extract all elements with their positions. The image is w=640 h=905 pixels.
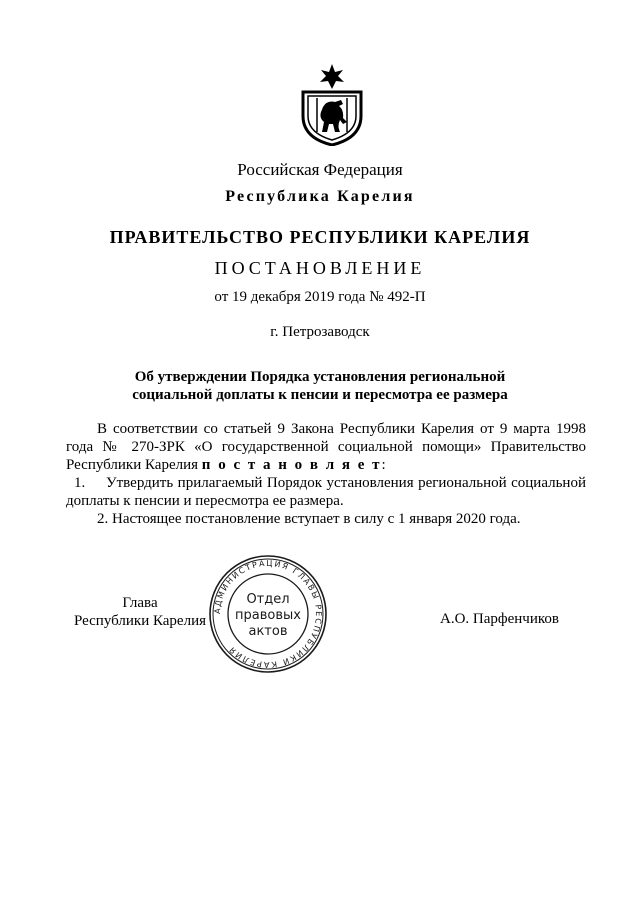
city: г. Петрозаводск — [270, 324, 370, 340]
country-name: Российская Федерация — [237, 160, 403, 179]
decrees-colon: : — [381, 457, 386, 473]
government-title: ПРАВИТЕЛЬСТВО РЕСПУБЛИКИ КАРЕЛИЯ — [109, 227, 531, 247]
decrees-word: п о с т а н о в л я е т — [201, 457, 382, 473]
signatory-title-line-1: Глава — [122, 595, 158, 611]
document-type: ПОСТАНОВЛЕНИЕ — [214, 258, 426, 278]
item-1-text: Утвердить прилагаемый Порядок установления региональной социальной доплаты к пенсии и пересмотра ее размера. — [66, 475, 586, 509]
decree-subject — [110, 368, 530, 404]
decree-body — [66, 420, 586, 528]
legal-department-stamp — [207, 553, 329, 675]
stamp-line-1: Отдел — [246, 592, 290, 607]
item-1-number: 1. — [74, 475, 86, 491]
stamp-ring-text: АДМИНИСТРАЦИЯ ГЛАВЫ РЕСПУБЛИКИ КАРЕЛИЯ — [212, 558, 324, 670]
item-1-paragraph — [66, 474, 586, 510]
preamble-paragraph — [66, 420, 586, 474]
item-2-paragraph: 2. Настоящее постановление вступает в силу с 1 января 2020 года. — [97, 511, 521, 527]
decree-date-number: от 19 декабря 2019 года № 492-П — [214, 289, 426, 305]
stamp-line-3: актов — [248, 624, 288, 639]
karelia-coat-of-arms-icon — [297, 62, 367, 146]
republic-name: Республика Карелия — [225, 188, 415, 205]
subject-line-1: Об утверждении Порядка установления региональной — [134, 369, 506, 385]
stamp-line-2: правовых — [235, 608, 301, 623]
signatory-title — [70, 594, 210, 630]
signatory-name: А.О. Парфенчиков — [440, 611, 559, 627]
subject-line-2: социальной доплаты к пенсии и пересмотра ее размера — [132, 387, 508, 403]
preamble-text: В соответствии со статьей 9 Закона Республики Карелия от 9 марта 1998 года № 270-ЗРК «О государственной социальной помощи» Правительство Республики Карелия — [66, 421, 586, 473]
signatory-title-line-2: Республики Карелия — [73, 613, 207, 629]
